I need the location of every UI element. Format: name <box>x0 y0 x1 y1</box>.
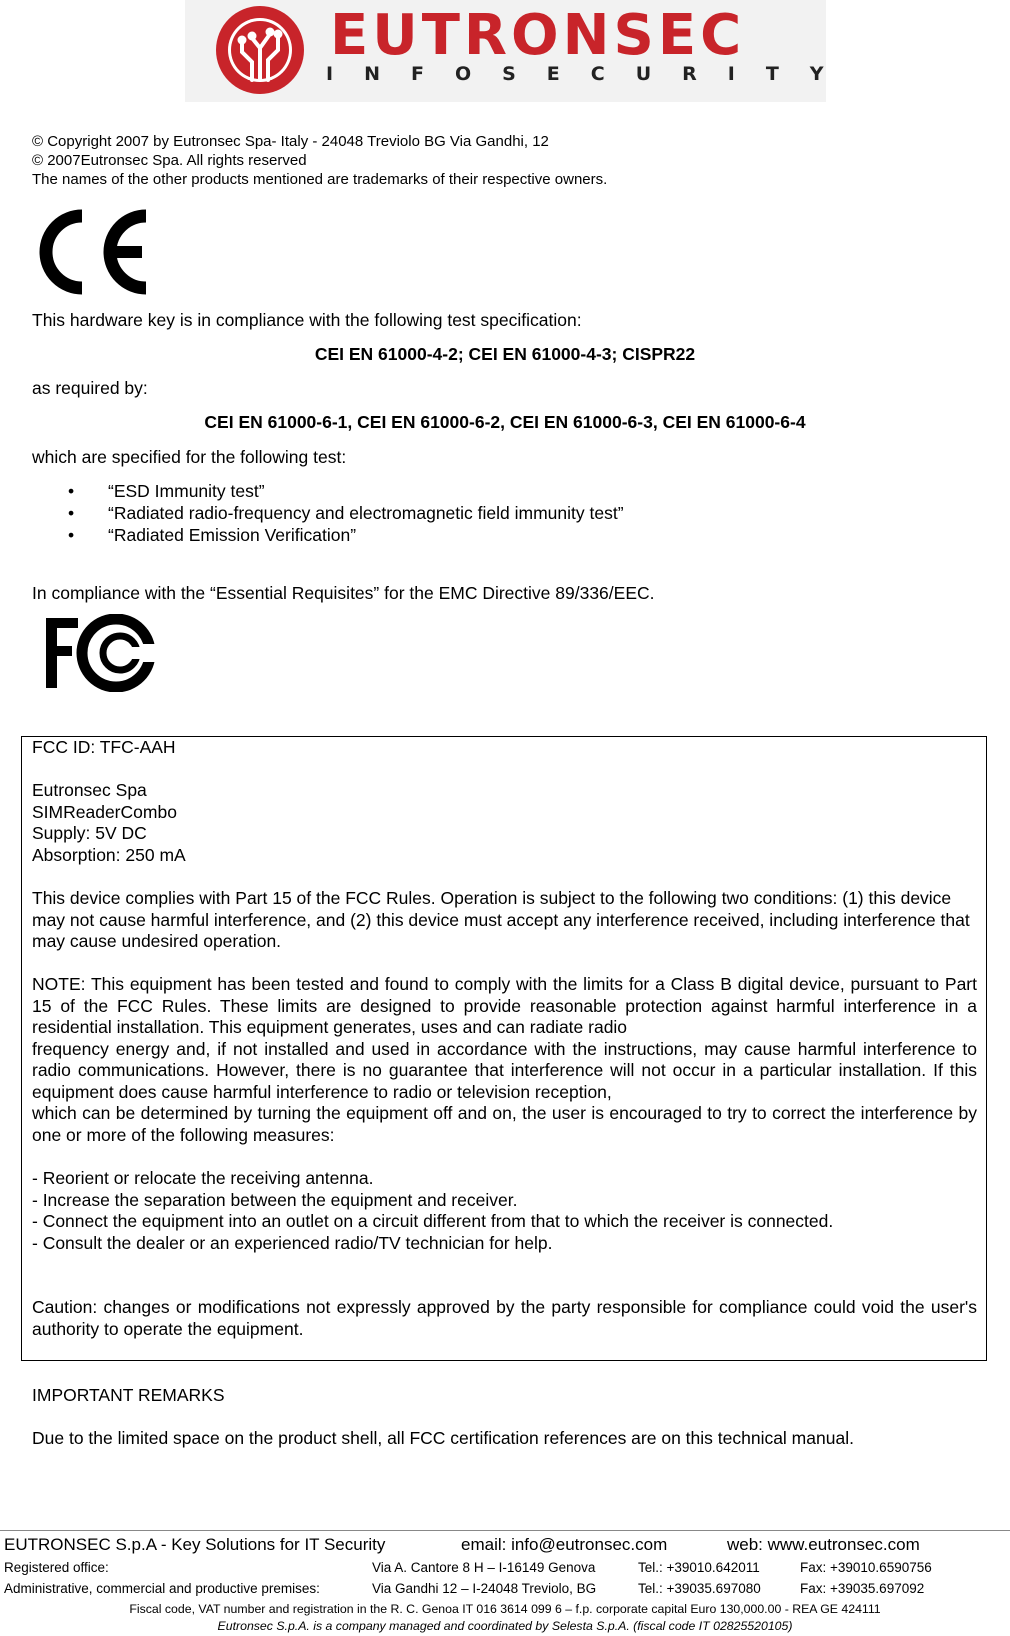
footer-web[interactable]: web: www.eutronsec.com <box>727 1535 920 1554</box>
note-part-2: frequency energy and, if not installed and used in accordance with the instructions, may cause harmful interference to radio communications. However, there is no guarantee that interference will not occur in a particular installation. If this equipment does cause harmful interference to radio or television reception, <box>32 1038 977 1102</box>
list-item: • “Radiated radio-frequency and electromagnetic field immunity test” <box>68 502 624 524</box>
tests-list <box>68 480 624 546</box>
registered-office-address: Via A. Cantore 8 H – I-16149 Genova <box>372 1560 596 1575</box>
company-name: Eutronsec Spa <box>32 780 147 800</box>
test-specification: CEI EN 61000-4-2; CEI EN 61000-4-3; CISPR22 <box>314 344 696 364</box>
list-item: - Reorient or relocate the receiving antenna. <box>32 1168 374 1188</box>
copyright-block <box>32 132 607 189</box>
logo-wordmark: EUTRONSEC <box>330 3 746 68</box>
copyright-line-1: © Copyright 2007 by Eutronsec Spa- Italy - 24048 Treviolo BG Via Gandhi, 12 <box>32 133 549 150</box>
management-note: Eutronsec S.p.A. is a company managed and coordinated by Selesta S.p.A. (fiscal code IT 02825520105) <box>217 1619 793 1633</box>
registered-office-tel: Tel.: +39010.642011 <box>638 1560 760 1575</box>
fcc-logo-icon <box>44 614 162 692</box>
fcc-note <box>32 974 977 1146</box>
list-item: • “Radiated Emission Verification” <box>68 524 624 546</box>
part15-statement: This device complies with Part 15 of the FCC Rules. Operation is subject to the following two conditions: (1) this device may not cause harmful interference, and (2) this device must accept any interference received, including interference that may cause undesired operation. <box>32 888 970 951</box>
compliance-intro: This hardware key is in compliance with the following test specification: <box>32 310 582 330</box>
remarks-title: IMPORTANT REMARKS <box>32 1385 225 1405</box>
trademark-notice: The names of the other products mentioned are trademarks of their respective owners. <box>32 171 608 188</box>
premises-label: Administrative, commercial and productive premises: <box>4 1581 320 1596</box>
list-item: - Increase the separation between the equipment and receiver. <box>32 1189 518 1210</box>
required-standards: CEI EN 61000-6-1, CEI EN 61000-6-2, CEI EN 61000-6-3, CEI EN 61000-6-4 <box>204 412 806 432</box>
measures-list <box>32 1168 977 1254</box>
emc-directive: In compliance with the “Essential Requisites” for the EMC Directive 89/336/EEC. <box>32 583 655 603</box>
footer-company: EUTRONSEC S.p.A - Key Solutions for IT Security <box>4 1535 386 1554</box>
tests-label: which are specified for the following test: <box>32 447 347 467</box>
supply-spec: Supply: 5V DC <box>32 823 147 843</box>
premises-address: Via Gandhi 12 – I-24048 Treviolo, BG <box>372 1581 597 1596</box>
list-item: - Consult the dealer or an experienced radio/TV technician for help. <box>32 1232 553 1253</box>
copyright-line-2: © 2007Eutronsec Spa. All rights reserved <box>32 152 307 169</box>
required-by-label: as required by: <box>32 378 148 398</box>
fcc-product-info <box>32 780 977 866</box>
fiscal-info: Fiscal code, VAT number and registration in the R. C. Genoa IT 016 3614 099 6 – f.p. corporate capital Euro 130,000.00 - REA GE 424111 <box>129 1602 881 1616</box>
premises-tel: Tel.: +39035.697080 <box>638 1581 761 1596</box>
footer-email[interactable]: email: info@eutronsec.com <box>461 1535 668 1554</box>
footer-divider <box>0 1530 1010 1531</box>
ce-mark-icon <box>36 208 152 296</box>
list-item: • “ESD Immunity test” <box>68 480 624 502</box>
circuit-logo-icon <box>212 2 308 98</box>
registered-office-label: Registered office: <box>4 1560 109 1575</box>
product-name: SIMReaderCombo <box>32 801 177 822</box>
note-part-1: NOTE: This equipment has been tested and found to comply with the limits for a Class B digital device, pursuant to Part 15 of the FCC Rules. These limits are designed to provide reasonable protection against harmful interference in a residential installation. This equipment generates, uses and can radiate radio <box>32 974 977 1037</box>
list-item: - Connect the equipment into an outlet on a circuit different from that to which the receiver is connected. <box>32 1211 834 1231</box>
logo-tagline: INFOSECURITY <box>326 63 855 85</box>
remarks-text: Due to the limited space on the product shell, all FCC certification references are on this technical manual. <box>32 1428 854 1448</box>
fcc-id: FCC ID: TFC-AAH <box>32 737 176 757</box>
caution-statement: Caution: changes or modifications not expressly approved by the party responsible for compliance could void the user's authority to operate the equipment. <box>32 1297 977 1339</box>
absorption-spec: Absorption: 250 mA <box>32 844 186 865</box>
registered-office-fax: Fax: +39010.6590756 <box>800 1560 932 1575</box>
premises-fax: Fax: +39035.697092 <box>800 1581 925 1596</box>
note-part-3: which can be determined by turning the equipment off and on, the user is encouraged to try to correct the interference by one or more of the following measures: <box>32 1103 977 1145</box>
